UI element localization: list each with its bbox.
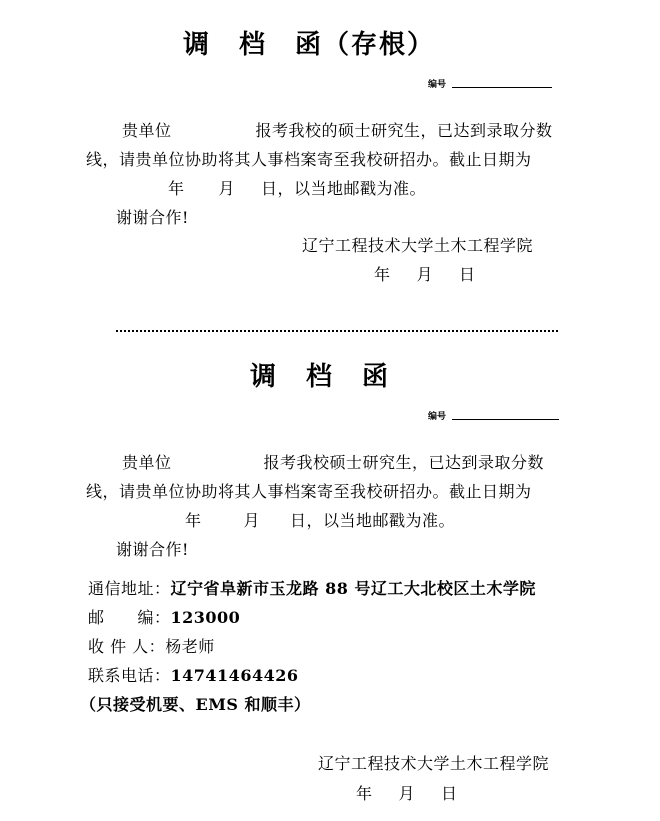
address-label: 通信地址：: [88, 579, 171, 598]
stub-sign-date: [374, 260, 476, 289]
address-value: 辽宁省阜新市玉龙路 88 号辽工大北校区土木学院: [170, 579, 536, 598]
letter-signer: 辽宁工程技术大学土木工程学院: [318, 754, 550, 773]
letter-addressee: 贵单位: [122, 453, 172, 472]
stub-number-blank: [452, 87, 552, 88]
stub-number-label: 编号: [428, 80, 447, 90]
cut-line-divider: [116, 330, 558, 332]
postcode-row: [88, 603, 240, 632]
letter-number-blank: [452, 419, 559, 420]
stub-thanks: 谢谢合作!: [116, 208, 189, 227]
stub-sign-day: 日: [459, 265, 476, 284]
stub-addressee: 贵单位: [122, 121, 172, 140]
stub-deadline-month: 月: [218, 179, 236, 198]
letter-number-label: 编号: [428, 412, 447, 422]
address-row: [88, 574, 536, 603]
courier-note: （只接受机要、EMS 和顺丰）: [80, 695, 311, 714]
phone-row: [88, 661, 298, 690]
letter-deadline-month: 月: [243, 511, 261, 530]
stub-paragraph-line1: [122, 116, 553, 145]
letter-deadline-line: [185, 506, 455, 535]
stub-paragraph-line2: 线，请贵单位协助将其人事档案寄至我校研招办。截止日期为: [86, 150, 532, 169]
postcode-label: 邮 编：: [88, 608, 171, 627]
stub-deadline-year: 年: [168, 179, 185, 198]
stub-deadline-line: [168, 174, 426, 203]
letter-sign-year: 年: [356, 784, 373, 803]
recipient-label: 收 件 人：: [88, 637, 166, 656]
letter-title: 调 档 函: [250, 362, 391, 392]
letter-para1-text: 报考我校硕士研究生，已达到录取分数: [263, 453, 545, 472]
letter-thanks: 谢谢合作!: [116, 540, 189, 559]
phone-value: 14741464426: [170, 666, 299, 685]
letter-paragraph-line2: 线，请贵单位协助将其人事档案寄至我校研招办。截止日期为: [86, 482, 532, 501]
letter-deadline-year: 年: [185, 511, 202, 530]
postcode-value: 123000: [170, 608, 241, 627]
stub-sign-year: 年: [374, 265, 391, 284]
stub-para1-text: 报考我校的硕士研究生，已达到录取分数: [255, 121, 553, 140]
recipient-value: 杨老师: [165, 637, 215, 656]
letter-sign-date: [356, 779, 458, 808]
recipient-row: [88, 632, 215, 661]
stub-signer: 辽宁工程技术大学土木工程学院: [302, 236, 534, 255]
letter-paragraph-line1: [122, 448, 544, 477]
stub-deadline-day: 日，以当地邮戳为准。: [261, 179, 427, 198]
phone-label: 联系电话：: [88, 666, 171, 685]
letter-deadline-day: 日，以当地邮戳为准。: [290, 511, 456, 530]
letter-sign-day: 日: [441, 784, 458, 803]
stub-title: 调 档 函（存根）: [183, 30, 436, 60]
letter-sign-month: 月: [398, 784, 416, 803]
stub-sign-month: 月: [416, 265, 434, 284]
